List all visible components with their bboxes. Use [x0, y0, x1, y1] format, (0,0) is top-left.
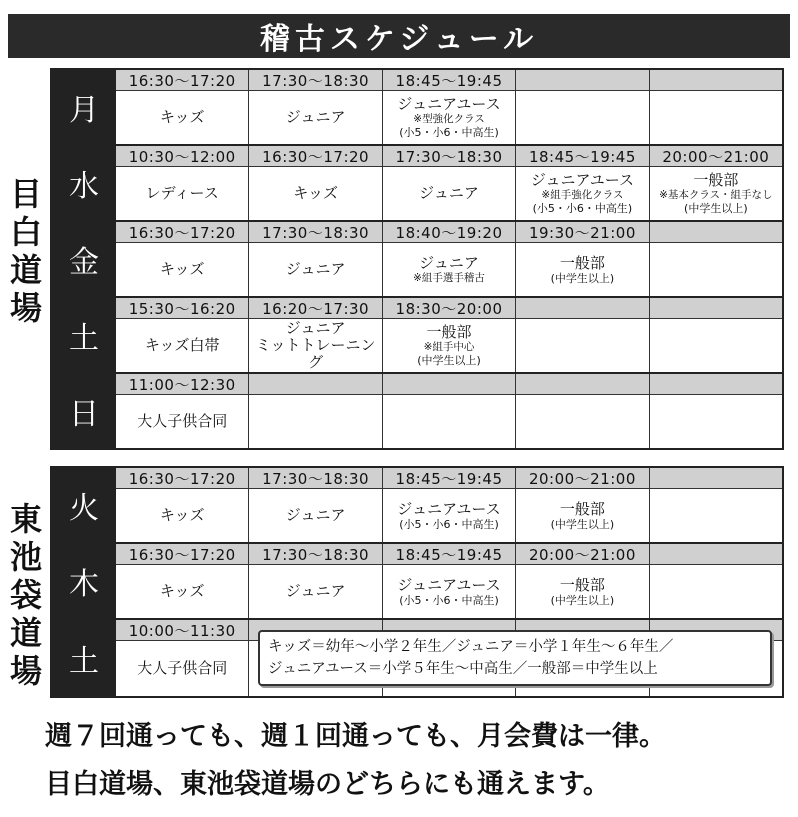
class-name: 一般部	[559, 253, 605, 272]
class-time: 11:00〜12:30	[116, 374, 248, 395]
class-info	[650, 319, 782, 372]
schedule-cell	[116, 374, 248, 448]
schedule-cell	[382, 468, 515, 542]
day-label: 月	[52, 70, 116, 144]
dojo-label-char: 目	[9, 175, 42, 213]
class-time: 16:30〜17:20	[249, 146, 381, 167]
class-legend	[258, 630, 772, 686]
class-info	[650, 395, 782, 448]
class-name: 一般部	[559, 575, 605, 594]
class-time: 16:30〜17:20	[116, 70, 248, 91]
dojo-label-char: 場	[9, 652, 42, 690]
class-name: ジュニア	[285, 108, 346, 126]
class-name: キッズ	[293, 184, 338, 202]
schedule-cell	[649, 298, 782, 372]
class-time: 16:20〜17:30	[249, 298, 381, 319]
schedule-cell	[116, 146, 248, 220]
class-name: ジュニアユース	[397, 575, 501, 594]
class-note: (中学生以上)	[550, 593, 615, 607]
schedule-row	[52, 298, 782, 374]
class-info	[516, 319, 648, 372]
class-time	[650, 298, 782, 319]
class-note: ※組手選手稽古	[413, 271, 485, 284]
class-info	[249, 243, 381, 296]
schedule-cell	[382, 146, 515, 220]
dojo-label-char: 池	[9, 538, 42, 576]
class-note: ※組手中心	[423, 341, 475, 353]
class-note: (小5・小6・中高生)	[399, 517, 499, 531]
schedule-cell	[515, 146, 648, 220]
class-time: 18:30〜20:00	[383, 298, 515, 319]
class-time: 20:00〜21:00	[516, 468, 648, 489]
schedule-cell	[515, 374, 648, 448]
day-label: 木	[52, 544, 116, 618]
class-info	[383, 395, 515, 448]
class-info	[249, 91, 381, 144]
class-name: 一般部	[693, 171, 739, 189]
mejiro-schedule-table	[50, 68, 784, 450]
schedule-cell	[515, 298, 648, 372]
class-time: 20:00〜21:00	[516, 544, 648, 565]
class-time	[516, 70, 648, 91]
class-time: 17:30〜18:30	[249, 222, 381, 243]
class-name: 大人子供合同	[137, 659, 228, 677]
class-time: 17:30〜18:30	[249, 544, 381, 565]
class-info	[116, 395, 248, 448]
schedule-cell	[382, 222, 515, 296]
class-info	[516, 91, 648, 144]
schedule-row	[52, 222, 782, 298]
footer-line-1: 週７回通っても、週１回通っても、月会費は一律。	[45, 721, 666, 752]
legend-line-1: キッズ＝幼年〜小学２年生／ジュニア＝小学１年生〜６年生／	[268, 639, 674, 655]
higashi-ikebukuro-dojo-label	[6, 500, 46, 690]
day-label: 金	[52, 222, 116, 296]
schedule-cell	[382, 70, 515, 144]
class-info	[249, 167, 381, 220]
schedule-title: 稽古スケジュール	[8, 14, 790, 58]
class-name: 一般部	[426, 323, 472, 341]
schedule-cell	[649, 146, 782, 220]
class-time: 16:30〜17:20	[116, 544, 248, 565]
class-note: (小5・小6・中高生)	[399, 126, 499, 139]
class-time: 19:30〜21:00	[516, 222, 648, 243]
schedule-row	[52, 544, 782, 620]
class-info	[383, 565, 515, 618]
dojo-label-char: 白	[9, 213, 42, 251]
class-info	[116, 319, 248, 372]
schedule-cell	[649, 70, 782, 144]
schedule-cell	[116, 620, 248, 696]
class-info	[383, 319, 515, 372]
class-info	[116, 167, 248, 220]
class-note: (中学生以上)	[550, 271, 615, 285]
class-note: (小5・小6・中高生)	[532, 202, 633, 215]
class-time: 18:45〜19:45	[383, 70, 515, 91]
schedule-cell	[248, 544, 381, 618]
class-name: キッズ	[159, 260, 205, 278]
class-time: 16:30〜17:20	[116, 222, 248, 243]
class-name: ジュニアユース	[530, 171, 635, 189]
class-time	[650, 222, 782, 243]
schedule-cell	[116, 70, 248, 144]
day-label: 火	[52, 468, 116, 542]
class-name: 大人子供合同	[137, 412, 228, 430]
class-name: ジュニア	[419, 184, 479, 202]
class-name: キッズ	[159, 108, 205, 126]
schedule-cell	[382, 544, 515, 618]
class-info	[516, 167, 648, 220]
footer-line-2: 目白道場、東池袋道場のどちらにも通えます。	[45, 769, 610, 800]
schedule-row	[52, 374, 782, 448]
schedule-cell	[248, 222, 381, 296]
class-info	[249, 489, 381, 542]
schedule-cell	[382, 298, 515, 372]
class-info	[516, 565, 648, 618]
class-time: 10:30〜12:00	[116, 146, 248, 167]
class-note: ※型強化クラス	[413, 113, 485, 125]
class-note: ※組手強化クラス	[541, 189, 624, 201]
class-note: ミットトレーニング	[255, 336, 376, 371]
class-note: (中学生以上)	[684, 202, 748, 215]
class-info	[383, 243, 515, 296]
class-time	[650, 70, 782, 91]
class-time	[249, 374, 381, 395]
schedule-cell	[248, 70, 381, 144]
class-note: (中学生以上)	[550, 517, 615, 531]
schedule-cell	[116, 544, 248, 618]
class-time: 18:45〜19:45	[383, 544, 515, 565]
class-info	[116, 641, 248, 696]
schedule-cell	[649, 544, 782, 618]
class-info	[650, 489, 782, 542]
class-time: 16:30〜17:20	[116, 468, 248, 489]
class-name: レディース	[145, 184, 219, 202]
day-label: 土	[52, 298, 116, 372]
class-time: 17:30〜18:30	[249, 468, 381, 489]
schedule-cell	[116, 298, 248, 372]
dojo-label-char: 道	[9, 251, 42, 289]
class-info	[516, 243, 648, 296]
day-label: 水	[52, 146, 116, 220]
class-time: 20:00〜21:00	[650, 146, 782, 167]
class-time: 15:30〜16:20	[116, 298, 248, 319]
day-label: 日	[52, 374, 116, 448]
class-note: (小5・小6・中高生)	[399, 593, 499, 607]
schedule-row	[52, 70, 782, 146]
dojo-label-char: 東	[9, 500, 42, 538]
class-info	[516, 489, 648, 542]
class-name: ジュニアユース	[397, 95, 501, 113]
class-name: ジュニアユース	[397, 499, 501, 518]
schedule-cell	[515, 222, 648, 296]
class-info	[116, 243, 248, 296]
schedule-cell	[248, 298, 381, 372]
schedule-cell	[649, 222, 782, 296]
class-note: ※基本クラス・組手なし	[659, 189, 773, 201]
class-name: 一般部	[559, 499, 605, 518]
class-name: ジュニア	[285, 582, 346, 600]
class-time	[516, 298, 648, 319]
class-info	[650, 565, 782, 618]
class-info	[383, 489, 515, 542]
class-info	[249, 565, 381, 618]
schedule-cell	[116, 222, 248, 296]
class-note: (中学生以上)	[417, 354, 481, 367]
legend-line-2: ジュニアユース＝小学５年生〜中高生／一般部＝中学生以上	[268, 661, 658, 677]
class-time: 18:45〜19:45	[516, 146, 648, 167]
schedule-cell	[248, 146, 381, 220]
class-time	[650, 544, 782, 565]
schedule-row	[52, 468, 782, 544]
class-info	[650, 243, 782, 296]
class-name: キッズ	[159, 506, 205, 524]
class-info	[249, 319, 381, 372]
schedule-cell	[248, 468, 381, 542]
schedule-cell	[649, 468, 782, 542]
class-time	[650, 468, 782, 489]
schedule-cell	[116, 468, 248, 542]
schedule-cell	[515, 468, 648, 542]
class-name: ジュニア	[285, 506, 346, 524]
schedule-row	[52, 146, 782, 222]
class-info	[116, 91, 248, 144]
class-time: 17:30〜18:30	[383, 146, 515, 167]
dojo-label-char: 道	[9, 614, 42, 652]
dojo-label-char: 場	[9, 289, 42, 327]
class-info	[116, 489, 248, 542]
day-label: 土	[52, 620, 116, 696]
class-time	[383, 374, 515, 395]
class-info	[516, 395, 648, 448]
class-info	[383, 91, 515, 144]
schedule-cell	[382, 374, 515, 448]
schedule-cell	[248, 374, 381, 448]
class-time	[650, 374, 782, 395]
class-info	[650, 91, 782, 144]
class-time: 17:30〜18:30	[249, 70, 381, 91]
schedule-cell	[515, 70, 648, 144]
dojo-label-char: 袋	[9, 576, 42, 614]
class-info	[116, 565, 248, 618]
class-name: キッズ	[159, 582, 205, 600]
class-time: 18:40〜19:20	[383, 222, 515, 243]
class-name: ジュニア	[419, 253, 479, 272]
schedule-cell	[515, 544, 648, 618]
schedule-cell	[649, 374, 782, 448]
mejiro-dojo-label	[6, 175, 46, 327]
class-info	[249, 395, 381, 448]
class-time: 18:45〜19:45	[383, 468, 515, 489]
class-info	[650, 167, 782, 220]
class-name: ジュニア	[285, 319, 346, 337]
class-name: ジュニア	[285, 260, 346, 278]
class-info	[383, 167, 515, 220]
class-time	[516, 374, 648, 395]
class-name: キッズ白帯	[144, 336, 220, 354]
class-time: 10:00〜11:30	[116, 620, 248, 641]
